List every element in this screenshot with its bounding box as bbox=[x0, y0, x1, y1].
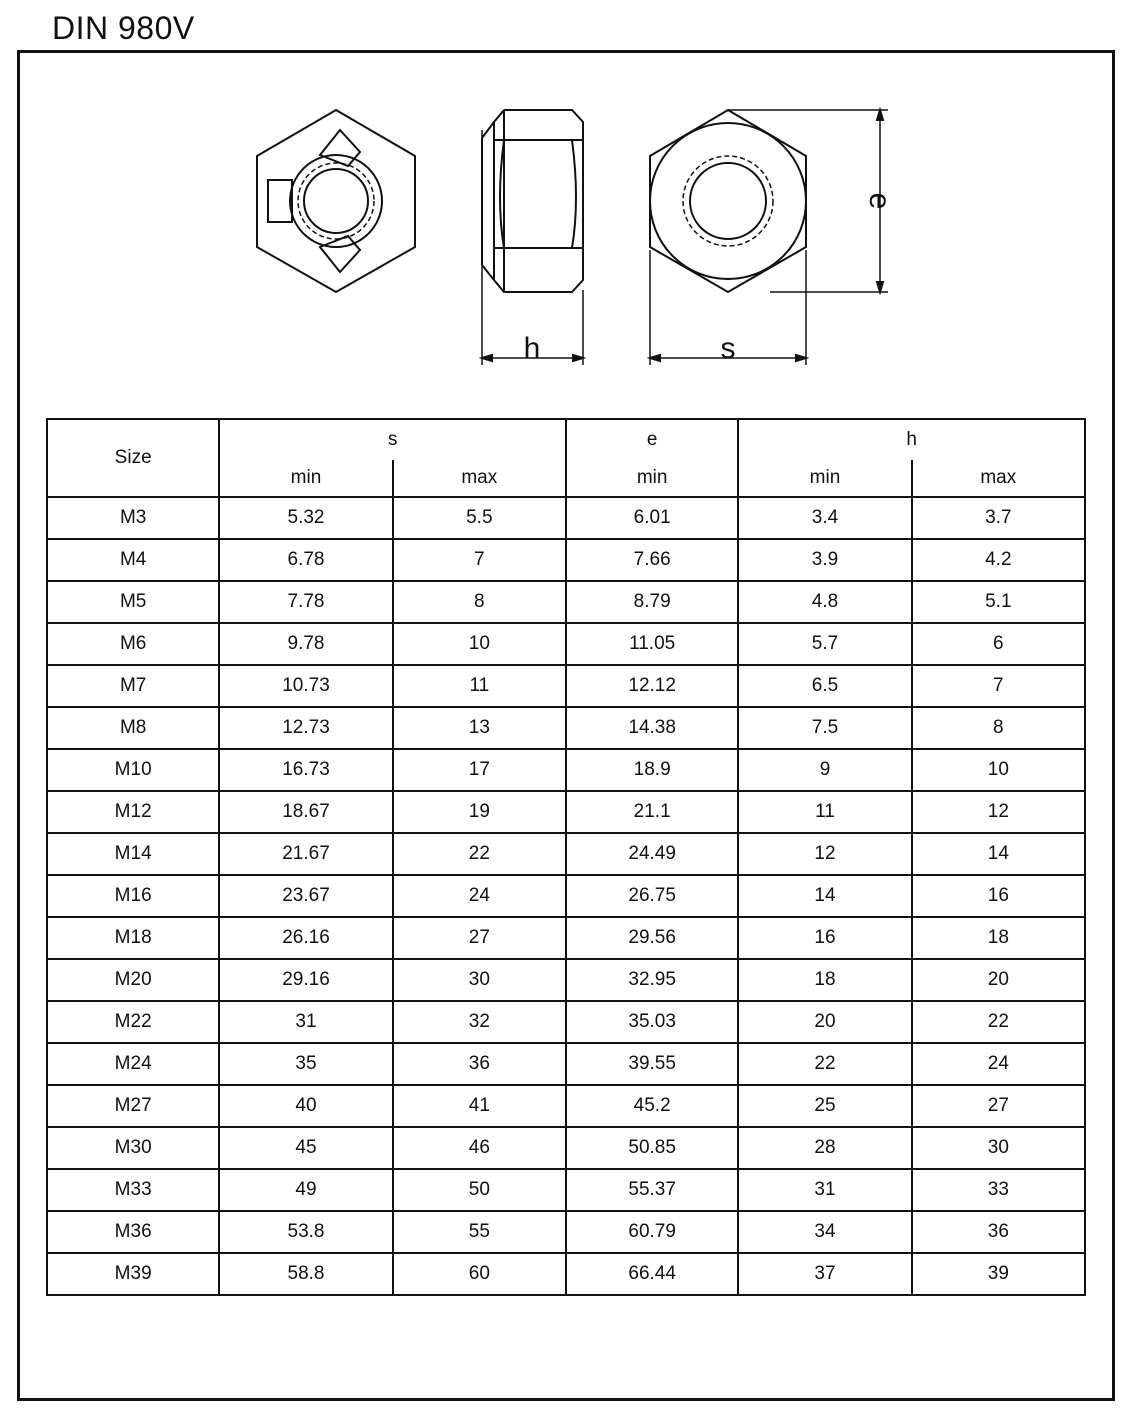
cell-s-min: 6.78 bbox=[219, 539, 392, 581]
cell-s-max: 11 bbox=[393, 665, 566, 707]
cell-h-min: 11 bbox=[738, 791, 911, 833]
cell-h-max: 39 bbox=[912, 1253, 1085, 1295]
cell-size: M3 bbox=[47, 497, 219, 539]
cell-h-max: 22 bbox=[912, 1001, 1085, 1043]
cell-e-min: 50.85 bbox=[566, 1127, 738, 1169]
table-row bbox=[47, 959, 1085, 1001]
cell-h-max: 7 bbox=[912, 665, 1085, 707]
cell-h-max: 24 bbox=[912, 1043, 1085, 1085]
cell-s-max: 30 bbox=[393, 959, 566, 1001]
subheader-s-max: max bbox=[393, 460, 566, 497]
cell-size: M24 bbox=[47, 1043, 219, 1085]
cell-h-max: 4.2 bbox=[912, 539, 1085, 581]
cell-h-min: 16 bbox=[738, 917, 911, 959]
cell-s-max: 17 bbox=[393, 749, 566, 791]
cell-h-min: 4.8 bbox=[738, 581, 911, 623]
cell-h-max: 8 bbox=[912, 707, 1085, 749]
table-row bbox=[47, 833, 1085, 875]
cell-size: M10 bbox=[47, 749, 219, 791]
table-row bbox=[47, 917, 1085, 959]
cell-size: M30 bbox=[47, 1127, 219, 1169]
cell-s-max: 24 bbox=[393, 875, 566, 917]
cell-h-min: 7.5 bbox=[738, 707, 911, 749]
cell-e-min: 29.56 bbox=[566, 917, 738, 959]
cell-h-max: 27 bbox=[912, 1085, 1085, 1127]
cell-h-min: 31 bbox=[738, 1169, 911, 1211]
nut-side-view bbox=[482, 110, 583, 365]
cell-s-max: 50 bbox=[393, 1169, 566, 1211]
cell-e-min: 6.01 bbox=[566, 497, 738, 539]
cell-h-min: 22 bbox=[738, 1043, 911, 1085]
cell-s-min: 26.16 bbox=[219, 917, 392, 959]
table-row bbox=[47, 707, 1085, 749]
group-header-s: s bbox=[219, 419, 566, 460]
cell-size: M8 bbox=[47, 707, 219, 749]
cell-e-min: 7.66 bbox=[566, 539, 738, 581]
cell-s-min: 49 bbox=[219, 1169, 392, 1211]
cell-size: M20 bbox=[47, 959, 219, 1001]
cell-e-min: 24.49 bbox=[566, 833, 738, 875]
cell-s-max: 55 bbox=[393, 1211, 566, 1253]
cell-size: M4 bbox=[47, 539, 219, 581]
cell-s-min: 31 bbox=[219, 1001, 392, 1043]
table-row bbox=[47, 1001, 1085, 1043]
cell-s-min: 29.16 bbox=[219, 959, 392, 1001]
cell-s-max: 32 bbox=[393, 1001, 566, 1043]
cell-size: M16 bbox=[47, 875, 219, 917]
cell-e-min: 60.79 bbox=[566, 1211, 738, 1253]
group-header-e: e bbox=[566, 419, 738, 460]
cell-s-max: 60 bbox=[393, 1253, 566, 1295]
group-header-h: h bbox=[738, 419, 1085, 460]
cell-h-min: 14 bbox=[738, 875, 911, 917]
cell-e-min: 45.2 bbox=[566, 1085, 738, 1127]
cell-s-max: 13 bbox=[393, 707, 566, 749]
cell-h-max: 16 bbox=[912, 875, 1085, 917]
cell-h-min: 9 bbox=[738, 749, 911, 791]
cell-s-max: 5.5 bbox=[393, 497, 566, 539]
cell-h-max: 12 bbox=[912, 791, 1085, 833]
table-row bbox=[47, 623, 1085, 665]
cell-e-min: 14.38 bbox=[566, 707, 738, 749]
table-row bbox=[47, 1085, 1085, 1127]
cell-s-max: 46 bbox=[393, 1127, 566, 1169]
cell-h-min: 5.7 bbox=[738, 623, 911, 665]
nut-drawing-svg bbox=[230, 90, 910, 380]
cell-s-max: 7 bbox=[393, 539, 566, 581]
cell-s-max: 41 bbox=[393, 1085, 566, 1127]
subheader-h-min: min bbox=[738, 460, 911, 497]
dimension-label-s: s bbox=[720, 332, 736, 365]
table-row bbox=[47, 791, 1085, 833]
cell-size: M27 bbox=[47, 1085, 219, 1127]
subheader-h-max: max bbox=[912, 460, 1085, 497]
cell-s-max: 27 bbox=[393, 917, 566, 959]
column-header-size: Size bbox=[47, 419, 219, 497]
cell-s-min: 40 bbox=[219, 1085, 392, 1127]
cell-h-max: 33 bbox=[912, 1169, 1085, 1211]
cell-h-min: 3.9 bbox=[738, 539, 911, 581]
cell-h-max: 30 bbox=[912, 1127, 1085, 1169]
cell-s-min: 35 bbox=[219, 1043, 392, 1085]
cell-h-max: 36 bbox=[912, 1211, 1085, 1253]
cell-e-min: 11.05 bbox=[566, 623, 738, 665]
dimension-label-h: h bbox=[523, 332, 541, 365]
cell-h-min: 6.5 bbox=[738, 665, 911, 707]
cell-size: M39 bbox=[47, 1253, 219, 1295]
table-body bbox=[47, 497, 1085, 1295]
cell-size: M18 bbox=[47, 917, 219, 959]
dimension-label-e: e bbox=[863, 192, 896, 210]
table-row bbox=[47, 497, 1085, 539]
cell-e-min: 32.95 bbox=[566, 959, 738, 1001]
cell-size: M14 bbox=[47, 833, 219, 875]
cell-s-min: 58.8 bbox=[219, 1253, 392, 1295]
cell-h-min: 34 bbox=[738, 1211, 911, 1253]
table-header bbox=[47, 419, 1085, 497]
cell-h-min: 3.4 bbox=[738, 497, 911, 539]
cell-h-max: 14 bbox=[912, 833, 1085, 875]
page-title: DIN 980V bbox=[52, 10, 195, 46]
cell-e-min: 66.44 bbox=[566, 1253, 738, 1295]
table-row bbox=[47, 665, 1085, 707]
cell-h-min: 12 bbox=[738, 833, 911, 875]
cell-h-min: 28 bbox=[738, 1127, 911, 1169]
cell-h-max: 3.7 bbox=[912, 497, 1085, 539]
cell-e-min: 55.37 bbox=[566, 1169, 738, 1211]
cell-s-min: 16.73 bbox=[219, 749, 392, 791]
subheader-s-min: min bbox=[219, 460, 392, 497]
cell-h-max: 6 bbox=[912, 623, 1085, 665]
cell-e-min: 18.9 bbox=[566, 749, 738, 791]
cell-h-min: 37 bbox=[738, 1253, 911, 1295]
table-row bbox=[47, 1253, 1085, 1295]
cell-h-max: 18 bbox=[912, 917, 1085, 959]
table-row bbox=[47, 581, 1085, 623]
cell-s-max: 8 bbox=[393, 581, 566, 623]
cell-s-min: 45 bbox=[219, 1127, 392, 1169]
cell-s-max: 10 bbox=[393, 623, 566, 665]
cell-size: M6 bbox=[47, 623, 219, 665]
cell-e-min: 12.12 bbox=[566, 665, 738, 707]
cell-h-max: 5.1 bbox=[912, 581, 1085, 623]
technical-drawing bbox=[230, 90, 910, 380]
table-row bbox=[47, 1127, 1085, 1169]
cell-s-min: 5.32 bbox=[219, 497, 392, 539]
cell-size: M5 bbox=[47, 581, 219, 623]
cell-e-min: 21.1 bbox=[566, 791, 738, 833]
cell-h-max: 10 bbox=[912, 749, 1085, 791]
table-row bbox=[47, 1211, 1085, 1253]
nut-top-view bbox=[650, 110, 888, 365]
cell-s-min: 18.67 bbox=[219, 791, 392, 833]
table-row bbox=[47, 875, 1085, 917]
nut-bottom-view bbox=[257, 110, 415, 292]
cell-size: M7 bbox=[47, 665, 219, 707]
cell-s-min: 12.73 bbox=[219, 707, 392, 749]
cell-s-max: 36 bbox=[393, 1043, 566, 1085]
cell-size: M22 bbox=[47, 1001, 219, 1043]
cell-size: M12 bbox=[47, 791, 219, 833]
cell-s-min: 53.8 bbox=[219, 1211, 392, 1253]
dimension-table bbox=[46, 418, 1086, 1296]
cell-s-min: 9.78 bbox=[219, 623, 392, 665]
cell-s-min: 21.67 bbox=[219, 833, 392, 875]
table-row bbox=[47, 1043, 1085, 1085]
cell-h-max: 20 bbox=[912, 959, 1085, 1001]
table-row bbox=[47, 539, 1085, 581]
cell-s-max: 22 bbox=[393, 833, 566, 875]
cell-s-min: 10.73 bbox=[219, 665, 392, 707]
cell-size: M36 bbox=[47, 1211, 219, 1253]
cell-e-min: 26.75 bbox=[566, 875, 738, 917]
cell-s-max: 19 bbox=[393, 791, 566, 833]
cell-e-min: 8.79 bbox=[566, 581, 738, 623]
cell-h-min: 20 bbox=[738, 1001, 911, 1043]
cell-s-min: 7.78 bbox=[219, 581, 392, 623]
cell-h-min: 25 bbox=[738, 1085, 911, 1127]
cell-h-min: 18 bbox=[738, 959, 911, 1001]
cell-e-min: 35.03 bbox=[566, 1001, 738, 1043]
cell-e-min: 39.55 bbox=[566, 1043, 738, 1085]
table-row bbox=[47, 1169, 1085, 1211]
table-row bbox=[47, 749, 1085, 791]
cell-s-min: 23.67 bbox=[219, 875, 392, 917]
cell-size: M33 bbox=[47, 1169, 219, 1211]
subheader-e-min: min bbox=[566, 460, 738, 497]
